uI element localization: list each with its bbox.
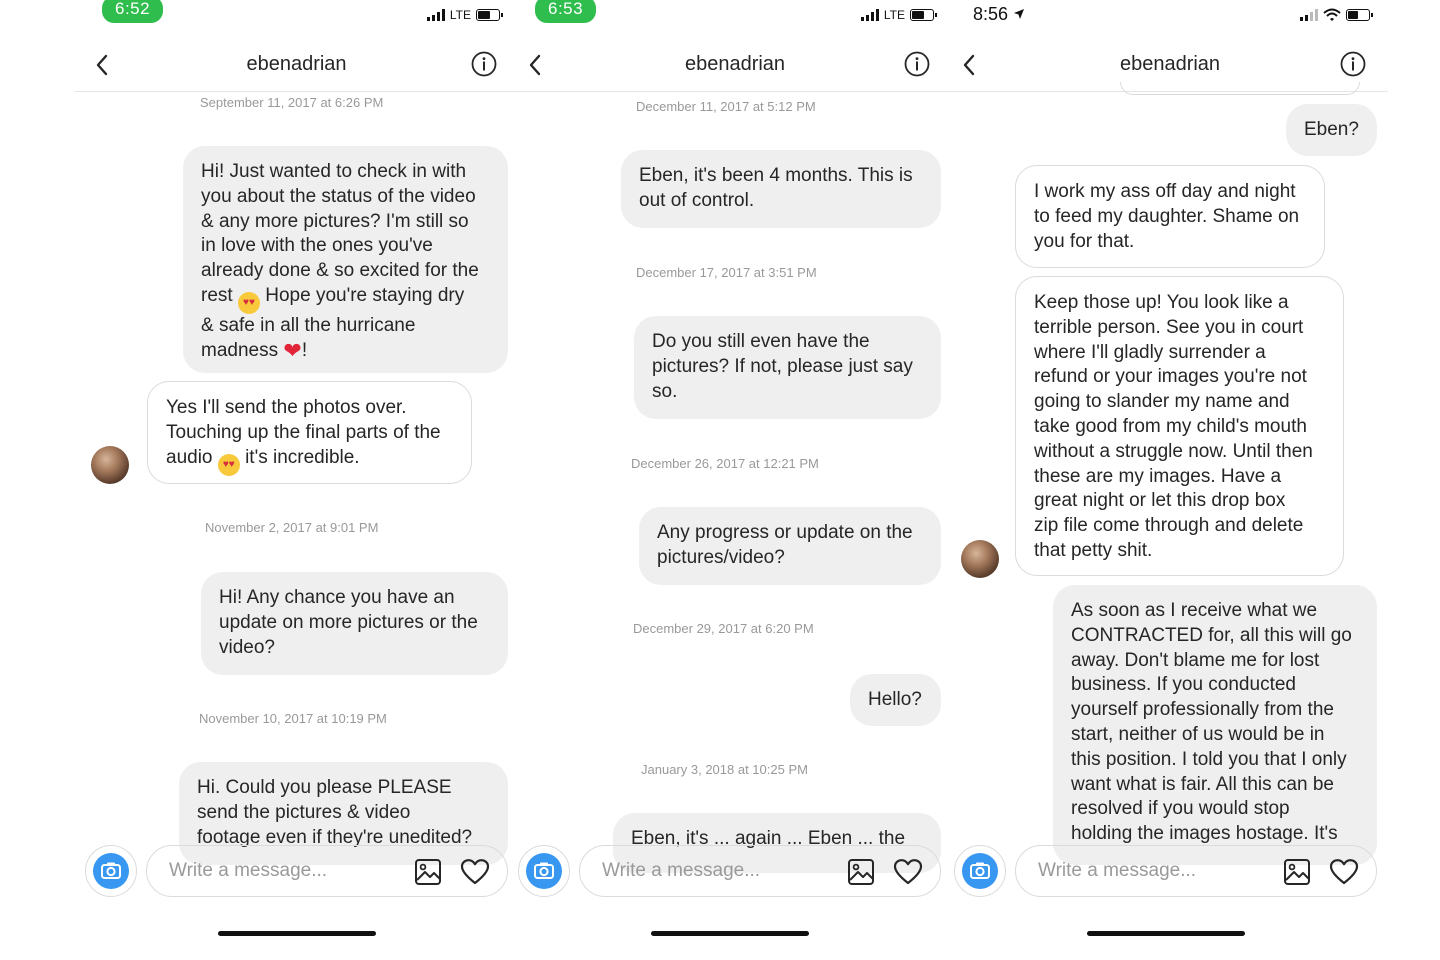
message-line: Hi. Could you please PLEASE [197,777,452,798]
heart-icon[interactable] [460,858,490,886]
camera-icon [526,853,562,889]
message-timestamp: November 10, 2017 at 10:19 PM [199,711,387,726]
status-bar [952,0,1388,32]
signal-icon [427,9,445,21]
camera-icon [93,853,129,889]
message-thread[interactable] [518,92,952,849]
home-indicator[interactable] [1087,931,1245,936]
message-line: pictures? If not, please just say [652,355,913,377]
message-timestamp: December 26, 2017 at 12:21 PM [631,456,819,471]
contact-name[interactable]: ebenadrian [1119,53,1221,75]
message-composer [952,845,1388,899]
message-line: Eben? [1304,119,1359,140]
info-icon[interactable] [1340,51,1366,77]
image-icon[interactable] [1283,858,1311,886]
message-line: refund or your images you're not [1034,366,1307,388]
camera-icon [962,853,998,889]
camera-button[interactable] [954,845,1006,897]
outgoing-message[interactable] [634,316,941,419]
contact-name[interactable]: ebenadrian [246,53,347,75]
message-line: Any progress or update on the [657,522,913,543]
camera-button[interactable] [85,845,137,897]
signal-icon [1300,9,1318,21]
outgoing-message[interactable] [639,507,941,585]
message-line: away. Don't blame me for lost [1071,649,1320,671]
message-input[interactable] [1015,845,1377,897]
camera-button[interactable] [518,845,570,897]
message-line: Do you still even have the [652,331,870,352]
message-line: yourself professionally from the [1071,699,1334,721]
red-heart-emoji: ❤ [283,337,302,363]
message-line: you for that. [1034,230,1135,252]
signal-icon [861,9,879,21]
message-line: zip file come through and delete [1034,515,1304,537]
outgoing-message[interactable] [1053,585,1377,865]
message-line: that petty shit. [1034,539,1153,561]
status-time[interactable]: 8:56 [973,4,1025,25]
message-line: Hi! Any chance you have an [219,587,455,608]
message-line: holding the images hostage. It's [1071,823,1338,845]
message-line: to feed my daughter. Shame on [1034,205,1300,227]
message-thread[interactable] [75,92,518,848]
chat-header [518,40,952,92]
heart-icon[interactable] [1329,858,1359,886]
network-label: LTE [449,8,471,22]
location-arrow-icon [1013,8,1025,20]
battery-icon [476,9,500,21]
message-line: Yes I'll send the photos over. [166,397,407,418]
message-line: As soon as I receive what we [1071,600,1318,621]
message-line: you about the status of the video [201,185,476,207]
outgoing-message[interactable] [621,150,941,228]
outgoing-message[interactable] [201,572,508,675]
heart-eyes-emoji: ♥♥ [218,454,240,476]
message-line: take good from my child's mouth [1034,415,1307,437]
message-line: out of control. [639,189,755,211]
message-line: Touching up the final parts of the [166,421,441,443]
status-bar [75,0,518,32]
message-timestamp: January 3, 2018 at 10:25 PM [641,762,808,777]
message-timestamp: December 17, 2017 at 3:51 PM [636,265,817,280]
message-line: & safe in all the hurricane [201,314,416,336]
phone-screen-3 [952,0,1388,960]
heart-icon[interactable] [893,858,923,886]
message-line: madness ❤! [201,337,308,363]
message-line: I work my ass off day and night [1034,181,1296,202]
message-line: in love with the ones you've [201,235,433,257]
message-line: terrible person. See you in court [1034,316,1304,338]
message-line: going to slander my name and [1034,391,1290,413]
message-line: where I'll gladly surrender a [1034,341,1266,363]
incoming-message[interactable] [147,381,472,484]
wifi-icon [1323,8,1341,22]
message-line: Hi! Just wanted to check in with [201,161,467,182]
info-icon[interactable] [471,51,497,77]
message-line: so. [652,380,678,402]
message-line: this position. I told you that I only [1071,748,1347,770]
avatar[interactable] [91,446,129,484]
message-input[interactable] [146,845,508,897]
message-line: Hello? [868,689,922,710]
message-line: want what is fair. All this can be [1071,773,1334,795]
message-line: CONTRACTED for, all this will go [1071,624,1352,646]
message-line: pictures/video? [657,546,785,568]
outgoing-message[interactable] [850,674,941,726]
message-line: footage even if they're unedited? [197,826,473,848]
message-timestamp: December 11, 2017 at 5:12 PM [636,99,816,114]
chat-header [75,40,518,92]
outgoing-message[interactable] [183,146,508,373]
outgoing-message[interactable] [1286,104,1377,156]
message-line: Eben, it's been 4 months. This is [639,165,913,186]
avatar[interactable] [961,540,999,578]
battery-icon [1346,9,1370,21]
message-line: these are my images. Have a [1034,465,1282,487]
incoming-message[interactable] [1015,276,1344,576]
message-input[interactable] [579,845,941,897]
home-indicator[interactable] [218,931,376,936]
message-line: & any more pictures? I'm still so [201,210,469,232]
incoming-message[interactable] [1015,165,1325,268]
message-timestamp: September 11, 2017 at 6:26 PM [200,95,384,110]
battery-icon [910,9,934,21]
status-bar [518,0,952,32]
message-input-placeholder: Write a message... [1038,860,1197,881]
message-line: resolved if you would stop [1071,798,1290,820]
message-thread[interactable] [952,92,1388,845]
heart-eyes-emoji: ♥♥ [238,292,260,314]
message-timestamp: November 2, 2017 at 9:01 PM [205,520,379,535]
message-line: Keep those up! You look like a [1034,292,1289,313]
message-line: rest ♥♥ Hope you're staying dry [201,284,490,314]
status-time[interactable]: 6:52 [102,0,163,23]
message-line: great night or let this drop box [1034,490,1286,512]
message-input-placeholder: Write a message... [602,860,761,881]
info-icon[interactable] [904,51,930,77]
message-input-placeholder: Write a message... [169,860,328,881]
contact-name[interactable]: ebenadrian [684,53,786,75]
image-icon[interactable] [847,858,875,886]
message-line: audio ♥♥ it's incredible. [166,446,453,476]
network-label: LTE [883,8,905,22]
status-time[interactable]: 6:53 [535,0,596,23]
image-icon[interactable] [414,858,442,886]
home-indicator[interactable] [651,931,809,936]
message-timestamp: December 29, 2017 at 6:20 PM [633,621,814,636]
message-line: video? [219,636,275,658]
message-line: send the pictures & video [197,801,411,823]
previous-message-edge [1120,82,1360,95]
message-line: already done & so excited for the [201,260,479,282]
message-line: without a struggle now. Until then [1034,440,1313,462]
message-line: update on more pictures or the [219,611,478,633]
message-line: start, neither of us would be in [1071,723,1325,745]
message-composer [75,845,518,899]
message-line: business. If you conducted [1071,674,1296,696]
message-line: Eben, it's ... again ... Eben ... the [631,828,906,849]
phone-screen-2 [518,0,952,960]
message-composer [518,845,952,899]
phone-screen-1 [75,0,518,960]
